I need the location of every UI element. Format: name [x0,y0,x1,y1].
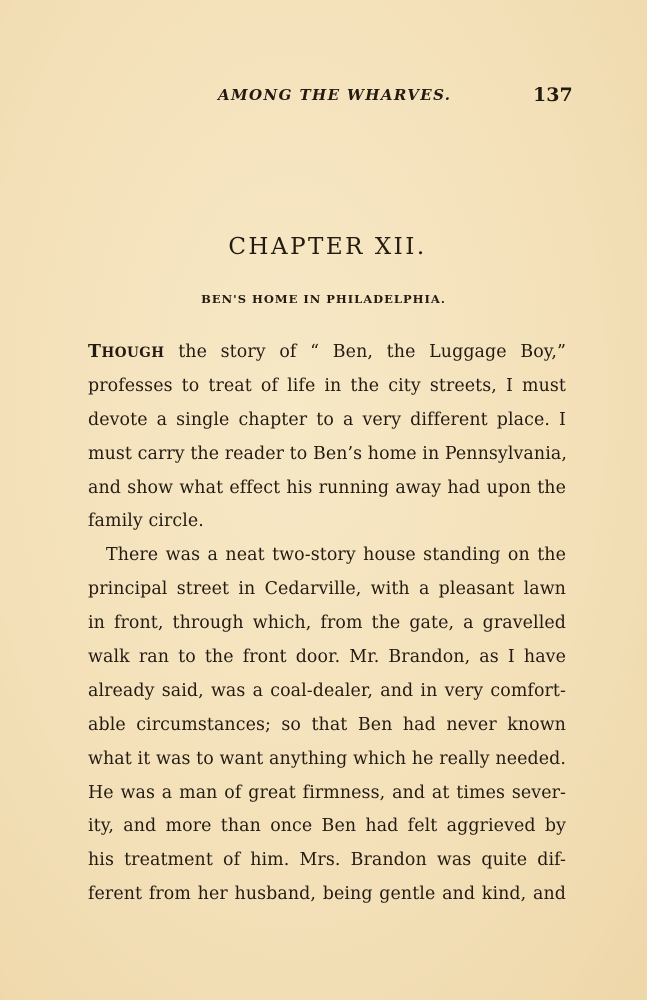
text-line: already said, was a coal-dealer, and in very comfort- [88,680,566,701]
chapter-title: CHAPTER XII. [228,234,427,260]
lead-word: THOUGH [88,342,165,362]
body-text [88,336,566,912]
running-header [0,84,647,114]
text-line: his treatment of him. Mrs. Brandon was quite dif- [88,850,566,871]
text-line: ferent from her husband, being gentle and kind, and [88,884,566,905]
text-line: professes to treat of life in the city streets, I must [88,375,566,396]
text-line: There was a neat two-story house standing on the [106,545,566,566]
running-title: AMONG THE WHARVES. [218,86,452,104]
text-line: He was a man of great firmness, and at times sever- [88,782,566,803]
text-line: and show what effect his running away had upon the [88,477,566,498]
text-line: ity, and more than once Ben had felt aggrieved by [88,816,566,837]
page-number: 137 [533,84,573,106]
text-line: must carry the reader to Ben’s home in Pennsylvania, [88,443,567,464]
text-line: family circle. [88,511,204,532]
text-line: in front, through which, from the gate, a gravelled [88,613,566,634]
text-line: walk ran to the front door. Mr. Brandon, as I have [88,647,566,668]
text-line: devote a single chapter to a very different place. I [88,409,566,430]
text-line: what it was to want anything which he really needed. [88,748,566,769]
text-line: able circumstances; so that Ben had never known [88,714,566,735]
chapter-subtitle: BEN'S HOME IN PHILADELPHIA. [201,292,446,306]
text-line: principal street in Cedarville, with a pleasant lawn [88,579,566,600]
text-line: THOUGH the story of “ Ben, the Luggage Boy,” [88,342,566,362]
